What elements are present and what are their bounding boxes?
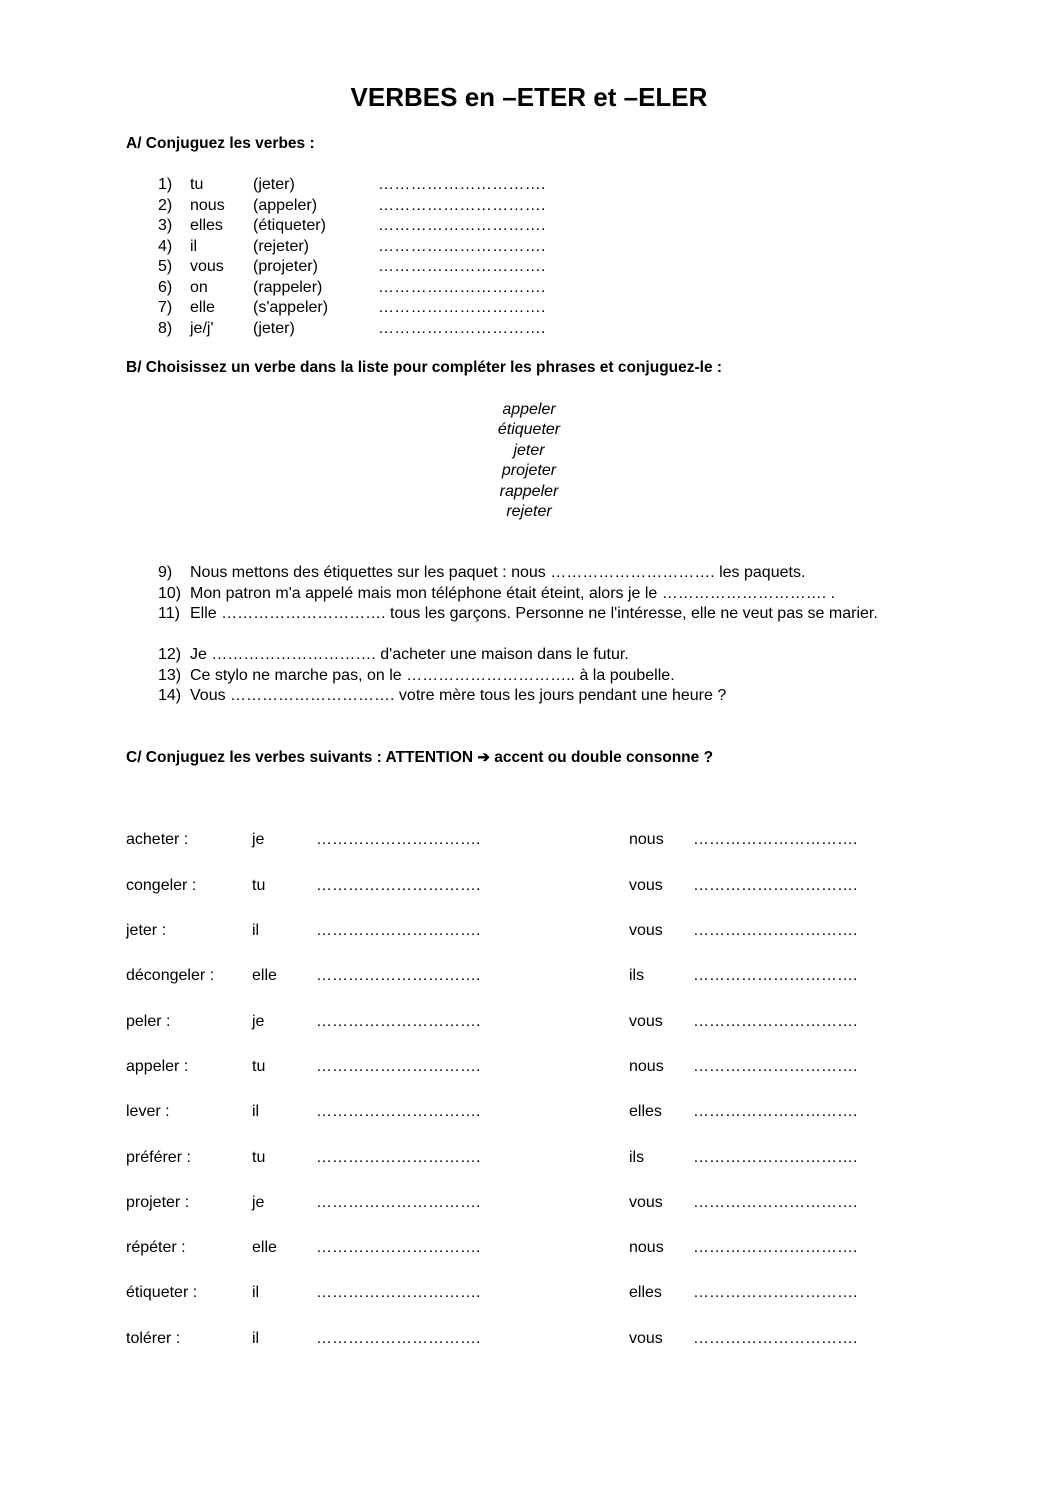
infinitive-label: étiqueter : [126, 1284, 198, 1301]
answer-blank[interactable]: …………………………. [693, 967, 858, 984]
pronoun-label: tu [252, 1149, 266, 1166]
item-verb: (appeler) [253, 196, 318, 214]
section-c-heading-question: accent ou double consonne ? [494, 749, 714, 766]
pronoun-label: il [252, 1284, 260, 1301]
infinitive-label: tolérer : [126, 1330, 181, 1347]
sentence-text: Vous …………………………. votre mère tous les jours pendant une heure ? [190, 687, 727, 704]
answer-blank[interactable]: …………………………. [316, 1239, 481, 1256]
pronoun-label: nous [629, 1239, 664, 1256]
answer-blank[interactable]: …………………………. [316, 1284, 481, 1301]
verb-list-item: appeler [502, 401, 556, 418]
answer-blank[interactable]: …………………………. [378, 258, 546, 275]
answer-blank[interactable]: …………………………. [693, 1284, 858, 1301]
pronoun-label: il [252, 1103, 260, 1120]
answer-blank[interactable]: …………………………. [316, 831, 481, 848]
infinitive-label: acheter : [126, 831, 189, 848]
answer-blank[interactable]: …………………………. [316, 1194, 481, 1211]
pronoun-label: vous [629, 1013, 663, 1030]
pronoun-label: nous [629, 831, 664, 848]
sentence-text: Mon patron m'a appelé mais mon téléphone était éteint, alors je le …………………………. . [190, 585, 836, 602]
sentence-number: 9) [158, 564, 173, 581]
pronoun-label: je [252, 831, 265, 848]
item-pronoun: nous [190, 196, 225, 214]
sentence-number: 12) [158, 646, 182, 663]
answer-blank[interactable]: …………………………. [316, 1013, 481, 1030]
item-pronoun: tu [190, 176, 204, 193]
section-a-heading: A/ Conjuguez les verbes : [126, 135, 315, 152]
section-c-heading-text: C/ Conjuguez les verbes suivants : ATTENTION [126, 749, 474, 766]
item-pronoun: vous [190, 258, 224, 275]
item-number: 5) [158, 258, 173, 275]
item-pronoun: elles [190, 217, 223, 234]
item-verb: (jeter) [253, 319, 295, 337]
answer-blank[interactable]: …………………………. [378, 278, 546, 296]
sentence-number: 11) [158, 605, 180, 622]
sentence-text: Je …………………………. d'acheter une maison dans le futur. [190, 646, 629, 663]
pronoun-label: il [252, 922, 260, 939]
pronoun-label: vous [629, 922, 663, 939]
infinitive-label: peler : [126, 1013, 171, 1030]
answer-blank[interactable]: …………………………. [693, 1103, 858, 1120]
infinitive-label: jeter : [126, 922, 167, 939]
infinitive-label: projeter : [126, 1194, 190, 1211]
item-pronoun: on [190, 278, 208, 296]
pronoun-label: vous [629, 1330, 663, 1347]
item-number: 8) [158, 319, 173, 337]
infinitive-label: lever : [126, 1103, 170, 1120]
answer-blank[interactable]: …………………………. [693, 922, 858, 939]
answer-blank[interactable]: …………………………. [378, 176, 546, 193]
answer-blank[interactable]: …………………………. [693, 1194, 858, 1211]
pronoun-label: ils [629, 967, 645, 984]
answer-blank[interactable]: …………………………. [316, 1149, 481, 1166]
answer-blank[interactable]: …………………………. [378, 299, 546, 316]
sentence-number: 13) [158, 667, 182, 684]
answer-blank[interactable]: …………………………. [693, 1058, 858, 1075]
item-verb: (s'appeler) [253, 299, 329, 316]
answer-blank[interactable]: …………………………. [316, 877, 481, 894]
answer-blank[interactable]: …………………………. [693, 1013, 858, 1030]
verb-list-item: projeter [501, 462, 557, 480]
item-verb: (rappeler) [253, 278, 323, 296]
item-verb: (projeter) [253, 258, 318, 275]
item-pronoun: je/j' [190, 319, 214, 337]
answer-blank[interactable]: …………………………. [378, 196, 546, 214]
item-number: 2) [158, 196, 173, 214]
pronoun-label: tu [252, 877, 266, 894]
item-verb: (jeter) [253, 176, 295, 193]
infinitive-label: répéter : [126, 1239, 186, 1256]
item-verb: (étiqueter) [253, 217, 326, 234]
item-pronoun: il [190, 237, 198, 255]
section-c-heading [126, 748, 713, 767]
answer-blank[interactable]: …………………………. [316, 922, 481, 939]
item-number: 7) [158, 299, 173, 316]
answer-blank[interactable]: …………………………. [378, 319, 546, 337]
answer-blank[interactable]: …………………………. [693, 877, 858, 894]
infinitive-label: décongeler : [126, 967, 215, 984]
pronoun-label: vous [629, 877, 663, 894]
sentence-text: Ce stylo ne marche pas, on le ………………………….. à la poubelle. [190, 667, 675, 684]
verb-list-item: rejeter [506, 503, 552, 521]
answer-blank[interactable]: …………………………. [378, 237, 546, 255]
item-verb: (rejeter) [253, 237, 310, 255]
page-title: VERBES en –ETER et –ELER [350, 82, 708, 112]
item-number: 6) [158, 278, 173, 296]
infinitive-label: congeler : [126, 877, 197, 894]
item-pronoun: elle [190, 299, 215, 316]
answer-blank[interactable]: …………………………. [316, 1058, 481, 1075]
verb-list [0, 400, 1058, 522]
pronoun-label: il [252, 1330, 260, 1347]
pronoun-label: elle [252, 967, 277, 984]
infinitive-label: appeler : [126, 1058, 189, 1075]
answer-blank[interactable]: …………………………. [316, 1330, 481, 1347]
answer-blank[interactable]: …………………………. [693, 1149, 858, 1166]
answer-blank[interactable]: …………………………. [378, 217, 546, 234]
pronoun-label: vous [629, 1194, 663, 1211]
right-arrow-icon: ➔ [477, 749, 490, 766]
pronoun-label: elle [252, 1239, 277, 1256]
sentence-number: 14) [158, 687, 182, 704]
sentence-number: 10) [158, 585, 182, 602]
answer-blank[interactable]: …………………………. [316, 1103, 481, 1120]
answer-blank[interactable]: …………………………. [693, 831, 858, 848]
pronoun-label: elles [629, 1284, 662, 1301]
item-number: 4) [158, 237, 173, 255]
pronoun-label: je [252, 1013, 265, 1030]
pronoun-label: tu [252, 1058, 266, 1075]
answer-blank[interactable]: …………………………. [693, 1330, 858, 1347]
item-number: 1) [158, 176, 173, 193]
item-number: 3) [158, 217, 173, 234]
answer-blank[interactable]: …………………………. [693, 1239, 858, 1256]
verb-list-item: rappeler [499, 482, 559, 500]
answer-blank[interactable]: …………………………. [316, 967, 481, 984]
infinitive-label: préférer : [126, 1149, 191, 1166]
pronoun-label: ils [629, 1149, 645, 1166]
verb-list-item: jeter [513, 441, 545, 459]
pronoun-label: elles [629, 1103, 662, 1120]
verb-list-item: étiqueter [497, 421, 561, 439]
pronoun-label: nous [629, 1058, 664, 1075]
sentence-text: Nous mettons des étiquettes sur les paquet : nous …………………………. les paquets. [190, 564, 806, 581]
section-b-heading: B/ Choisissez un verbe dans la liste pour compléter les phrases et conjuguez-le : [126, 359, 723, 376]
sentence-text: Elle …………………………. tous les garçons. Personne ne l'intéresse, elle ne veut pas se marier. [190, 605, 878, 622]
pronoun-label: je [252, 1194, 265, 1211]
